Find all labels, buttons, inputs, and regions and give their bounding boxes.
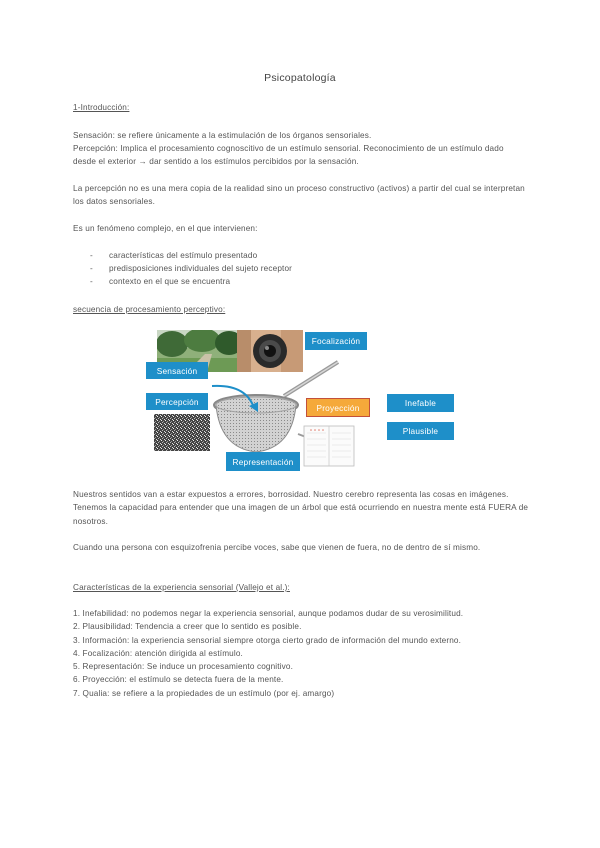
characteristics-list xyxy=(73,607,529,700)
list-item: 5. Representación: Se induce un procesamiento cognitivo. xyxy=(73,662,294,672)
paragraph-sensacion: Sensación: se refiere únicamente a la estimulación de los órganos sensoriales. xyxy=(73,131,372,140)
label-percepcion: Percepción xyxy=(146,393,208,410)
paragraph-esquizofrenia: Cuando una persona con esquizofrenia percibe voces, sabe que vienen de fuera, no de dentro de sí mismo. xyxy=(73,543,481,552)
bullet-text: características del estímulo presentado xyxy=(109,251,258,260)
paragraph-percepcion: Percepción: Implica el procesamiento cognoscitivo de un estímulo sensorial. Reconocimiento de un estímulo dado desde el exterior → dar sentido a los estímulos percibidos por la sensación. xyxy=(73,144,504,167)
bullet-dash: - xyxy=(90,251,93,260)
paragraph-sentidos: Nuestros sentidos van a estar expuestos a errores, borrosidad. Nuestro cerebro representa las cosas en imágenes. Tenemos la capacidad para entender que una imagen de un árbol que está ocurriendo en nuestra mente está FUERA de nosotros. xyxy=(73,490,529,526)
curved-arrow-icon xyxy=(206,378,266,418)
perceptual-sequence-figure xyxy=(140,328,460,473)
list-item: 2. Plausibilidad: Tendencia a creer que lo sentido es posible. xyxy=(73,622,302,632)
label-representacion: Representación xyxy=(226,452,300,471)
list-item: 1. Inefabilidad: no podemos negar la experiencia sensorial, aunque podamos dudar de su verosimilitud. xyxy=(73,609,464,618)
paragraph-fenomeno: Es un fenómeno complejo, en el que intervienen: xyxy=(73,224,258,233)
label-sensacion: Sensación xyxy=(146,362,208,379)
label-focalizacion: Focalización xyxy=(305,332,367,350)
list-item: 7. Qualia: se refiere a la propiedades de un estímulo (por ej. amargo) xyxy=(73,688,335,698)
bullet-text: predisposiciones individuales del sujeto receptor xyxy=(109,264,293,273)
noise-image xyxy=(154,414,210,451)
section-heading-caracteristicas: Características de la experiencia sensorial (Vallejo et al.): xyxy=(73,583,290,592)
list-item: 3. Información: la experiencia sensorial siempre otorga cierto grado de información del mundo externo. xyxy=(73,635,462,645)
list-item: 6. Proyección: el estímulo se detecta fuera de la mente. xyxy=(73,675,284,685)
label-plausible: Plausible xyxy=(387,422,454,440)
label-inefable: Inefable xyxy=(387,394,454,412)
label-proyeccion: Proyección xyxy=(306,398,370,417)
list-item: 4. Focalización: atención dirigida al estímulo. xyxy=(73,648,243,658)
paragraph-constructivo: La percepción no es una mera copia de la realidad sino un proceso constructivo (activos) a partir del cual se interpretan los datos sensoriales. xyxy=(73,184,525,207)
page-title: Psicopatología xyxy=(264,72,336,84)
bullet-text: contexto en el que se encuentra xyxy=(109,277,231,286)
section-heading-introduccion: 1-Introducción: xyxy=(73,103,130,112)
section-heading-secuencia: secuencia de procesamiento perceptivo: xyxy=(73,305,226,314)
bullet-dash: - xyxy=(90,277,93,286)
bullet-dash: - xyxy=(90,264,93,273)
notebook-image xyxy=(303,424,355,468)
